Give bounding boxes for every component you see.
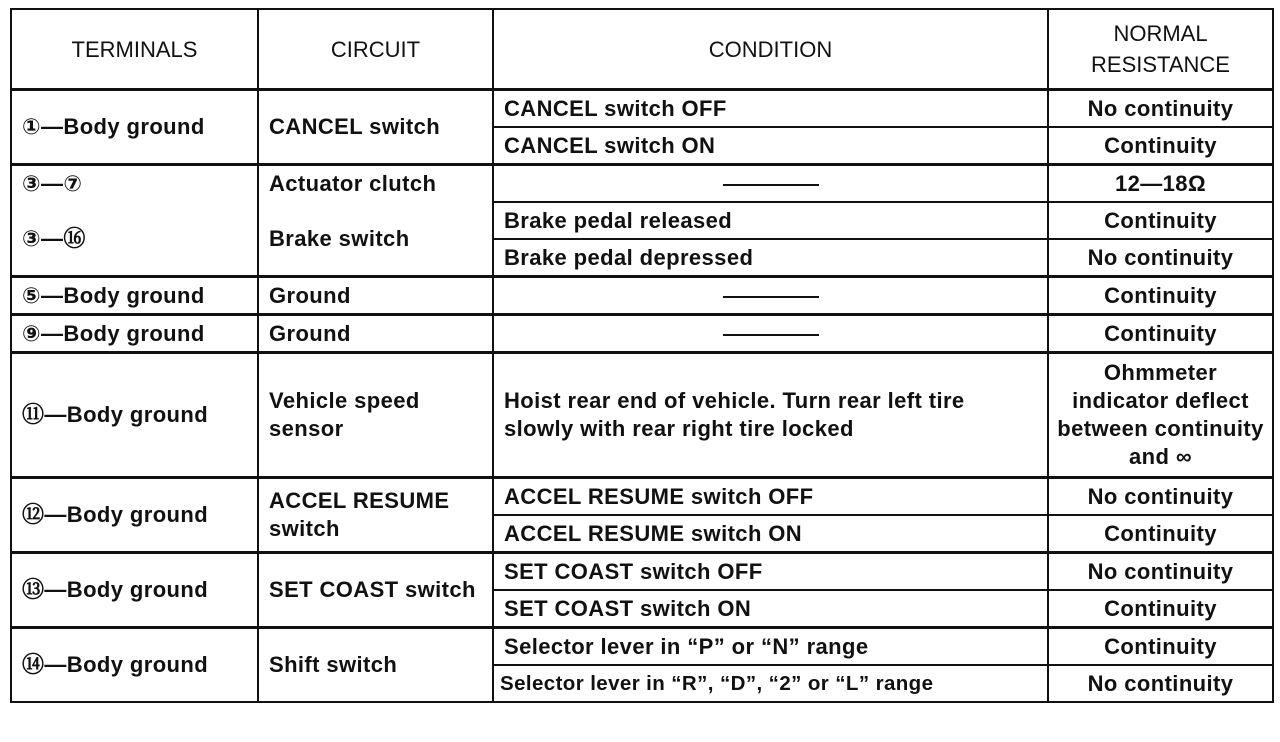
- circuit-cell: CANCEL switch: [258, 90, 493, 165]
- table-row: [11, 165, 1273, 203]
- header-terminals: TERMINALS: [11, 9, 258, 90]
- circuit-cell: Actuator clutch: [258, 165, 493, 203]
- terminals-cell: ⑤—Body ground: [11, 277, 258, 315]
- table-body: [11, 90, 1273, 703]
- terminals-cell: ⑫—Body ground: [11, 478, 258, 553]
- circuit-cell: SET COAST switch: [258, 553, 493, 628]
- condition-cell: Brake pedal depressed: [493, 239, 1048, 277]
- resistance-cell: Continuity: [1048, 202, 1273, 239]
- table-row: [11, 315, 1273, 353]
- table-row: [11, 353, 1273, 478]
- condition-cell: CANCEL switch OFF: [493, 90, 1048, 128]
- not-applicable-dash: [723, 334, 819, 336]
- circuit-cell: Ground: [258, 277, 493, 315]
- table-row: [11, 478, 1273, 516]
- header-resistance-line2: RESISTANCE: [1091, 52, 1230, 77]
- resistance-cell: Ohmmeter indicator deflect between continuity and ∞: [1048, 353, 1273, 478]
- header-condition: CONDITION: [493, 9, 1048, 90]
- circuit-cell: Shift switch: [258, 628, 493, 703]
- resistance-cell: Continuity: [1048, 127, 1273, 165]
- resistance-cell: No continuity: [1048, 90, 1273, 128]
- circuit-cell: Ground: [258, 315, 493, 353]
- condition-cell: [493, 165, 1048, 203]
- condition-cell: ACCEL RESUME switch ON: [493, 515, 1048, 553]
- resistance-cell: No continuity: [1048, 665, 1273, 702]
- resistance-cell: Continuity: [1048, 628, 1273, 666]
- table-row: [11, 90, 1273, 128]
- terminals-cell: ③—⑯: [11, 202, 258, 277]
- header-circuit: CIRCUIT: [258, 9, 493, 90]
- header-normal-resistance: [1048, 9, 1273, 90]
- condition-cell: SET COAST switch OFF: [493, 553, 1048, 591]
- resistance-cell: 12—18Ω: [1048, 165, 1273, 203]
- continuity-check-table: [10, 8, 1274, 703]
- terminals-cell: ⑪—Body ground: [11, 353, 258, 478]
- header-row: [11, 9, 1273, 90]
- circuit-cell: ACCEL RESUME switch: [258, 478, 493, 553]
- resistance-cell: No continuity: [1048, 478, 1273, 516]
- terminals-cell: ①—Body ground: [11, 90, 258, 165]
- terminals-cell: ⑬—Body ground: [11, 553, 258, 628]
- header-resistance-line1: NORMAL: [1113, 21, 1208, 46]
- not-applicable-dash: [723, 296, 819, 298]
- not-applicable-dash: [723, 184, 819, 186]
- continuity-check-table-sheet: [10, 8, 1272, 732]
- terminals-cell: ⑭—Body ground: [11, 628, 258, 703]
- terminals-cell: ⑨—Body ground: [11, 315, 258, 353]
- resistance-cell: No continuity: [1048, 239, 1273, 277]
- condition-cell: Brake pedal released: [493, 202, 1048, 239]
- resistance-cell: No continuity: [1048, 553, 1273, 591]
- resistance-cell: Continuity: [1048, 515, 1273, 553]
- terminals-cell: ③—⑦: [11, 165, 258, 203]
- resistance-cell: Continuity: [1048, 277, 1273, 315]
- table-row: [11, 277, 1273, 315]
- condition-cell: SET COAST switch ON: [493, 590, 1048, 628]
- resistance-cell: Continuity: [1048, 590, 1273, 628]
- table-header: [11, 9, 1273, 90]
- condition-cell: [493, 277, 1048, 315]
- table-row: [11, 553, 1273, 591]
- table-row: [11, 628, 1273, 666]
- condition-cell: Hoist rear end of vehicle. Turn rear left tire slowly with rear right tire locked: [493, 353, 1048, 478]
- circuit-cell: Brake switch: [258, 202, 493, 277]
- table-row: [11, 202, 1273, 239]
- condition-cell: CANCEL switch ON: [493, 127, 1048, 165]
- resistance-cell: Continuity: [1048, 315, 1273, 353]
- circuit-cell: Vehicle speed sensor: [258, 353, 493, 478]
- condition-cell: ACCEL RESUME switch OFF: [493, 478, 1048, 516]
- condition-cell: Selector lever in “P” or “N” range: [493, 628, 1048, 666]
- condition-cell: [493, 315, 1048, 353]
- condition-cell: Selector lever in “R”, “D”, “2” or “L” range: [493, 665, 1048, 702]
